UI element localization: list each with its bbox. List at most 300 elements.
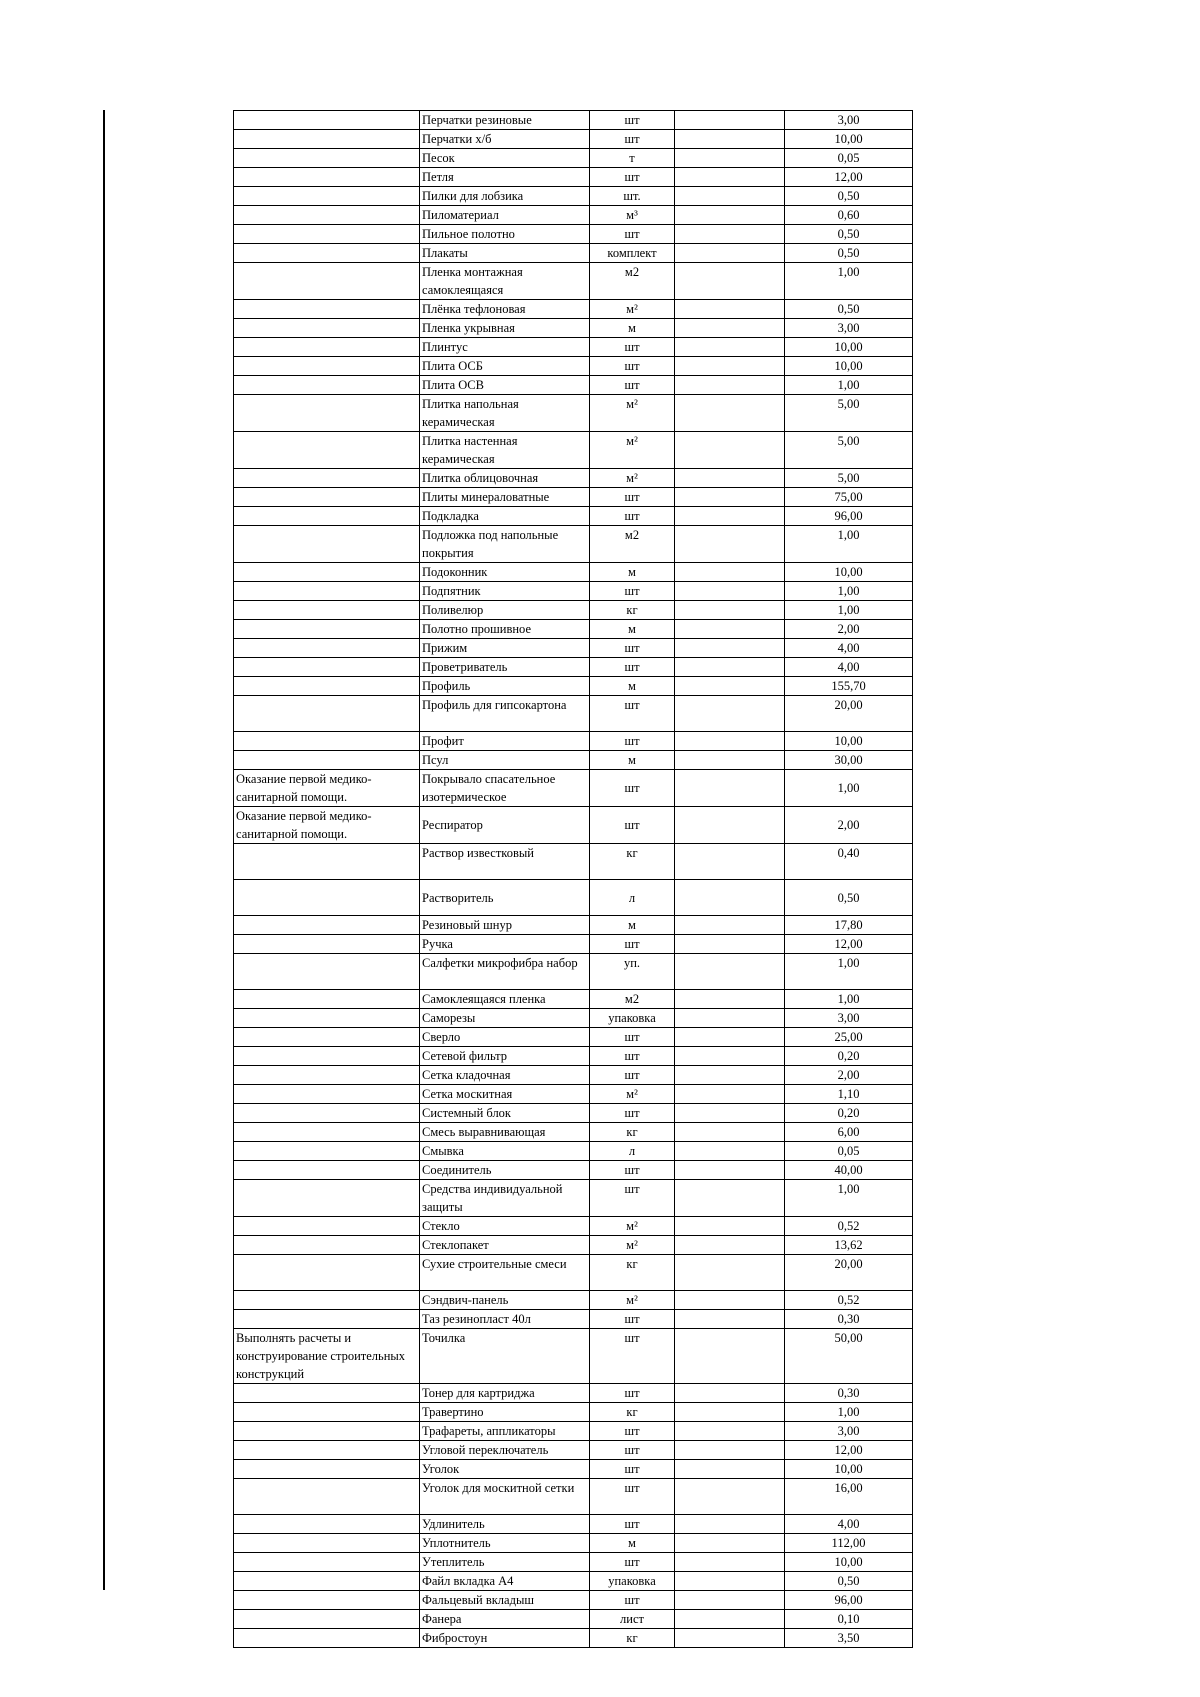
unit-cell: кг <box>590 1629 675 1648</box>
empty-cell <box>675 990 785 1009</box>
material-name-cell: Плитка напольная керамическая <box>420 395 590 432</box>
empty-cell <box>675 1553 785 1572</box>
quantity-cell: 1,10 <box>785 1085 913 1104</box>
quantity-cell: 0,50 <box>785 187 913 206</box>
section-cell <box>234 582 420 601</box>
unit-cell: кг <box>590 1123 675 1142</box>
empty-cell <box>675 526 785 563</box>
material-name-cell: Плиты минераловатные <box>420 488 590 507</box>
material-name-cell: Самоклеящаяся пленка <box>420 990 590 1009</box>
section-cell <box>234 1610 420 1629</box>
table-row <box>234 1460 913 1479</box>
empty-cell <box>675 1255 785 1291</box>
material-name-cell: Плинтус <box>420 338 590 357</box>
section-cell <box>234 168 420 187</box>
page-margin-line <box>103 110 105 1590</box>
unit-cell: шт <box>590 770 675 807</box>
unit-cell: шт <box>590 357 675 376</box>
table-row <box>234 225 913 244</box>
section-cell <box>234 319 420 338</box>
unit-cell: шт. <box>590 187 675 206</box>
material-name-cell: Подоконник <box>420 563 590 582</box>
section-cell <box>234 1009 420 1028</box>
empty-cell <box>675 658 785 677</box>
section-cell <box>234 1403 420 1422</box>
quantity-cell: 1,00 <box>785 582 913 601</box>
unit-cell: л <box>590 880 675 916</box>
material-name-cell: Фанера <box>420 1610 590 1629</box>
material-name-cell: Салфетки микрофибра набор <box>420 954 590 990</box>
quantity-cell: 3,00 <box>785 1009 913 1028</box>
section-cell <box>234 1142 420 1161</box>
empty-cell <box>675 488 785 507</box>
unit-cell: м <box>590 751 675 770</box>
table-row <box>234 990 913 1009</box>
quantity-cell: 112,00 <box>785 1534 913 1553</box>
empty-cell <box>675 1236 785 1255</box>
section-cell <box>234 1028 420 1047</box>
quantity-cell: 3,50 <box>785 1629 913 1648</box>
section-cell <box>234 732 420 751</box>
quantity-cell: 4,00 <box>785 658 913 677</box>
section-cell <box>234 432 420 469</box>
material-name-cell: Подкладка <box>420 507 590 526</box>
quantity-cell: 10,00 <box>785 357 913 376</box>
table-row <box>234 582 913 601</box>
quantity-cell: 0,30 <box>785 1310 913 1329</box>
empty-cell <box>675 1479 785 1515</box>
section-cell <box>234 130 420 149</box>
unit-cell: шт <box>590 376 675 395</box>
quantity-cell: 5,00 <box>785 395 913 432</box>
empty-cell <box>675 376 785 395</box>
table-row <box>234 563 913 582</box>
unit-cell: м² <box>590 1085 675 1104</box>
empty-cell <box>675 469 785 488</box>
unit-cell: упаковка <box>590 1009 675 1028</box>
table-row <box>234 620 913 639</box>
material-name-cell: Сетевой фильтр <box>420 1047 590 1066</box>
empty-cell <box>675 263 785 300</box>
quantity-cell: 1,00 <box>785 770 913 807</box>
table-row <box>234 1384 913 1403</box>
material-name-cell: Подложка под напольные покрытия <box>420 526 590 563</box>
material-name-cell: Прижим <box>420 639 590 658</box>
empty-cell <box>675 395 785 432</box>
table-row <box>234 1161 913 1180</box>
table-row <box>234 357 913 376</box>
quantity-cell: 30,00 <box>785 751 913 770</box>
quantity-cell: 6,00 <box>785 1123 913 1142</box>
section-cell <box>234 639 420 658</box>
quantity-cell: 0,60 <box>785 206 913 225</box>
material-name-cell: Смесь выравнивающая <box>420 1123 590 1142</box>
quantity-cell: 3,00 <box>785 111 913 130</box>
table-row <box>234 263 913 300</box>
quantity-cell: 10,00 <box>785 130 913 149</box>
quantity-cell: 5,00 <box>785 469 913 488</box>
table-row <box>234 751 913 770</box>
table-row <box>234 395 913 432</box>
table-row <box>234 1104 913 1123</box>
section-cell <box>234 601 420 620</box>
unit-cell: м² <box>590 395 675 432</box>
table-row <box>234 338 913 357</box>
empty-cell <box>675 1161 785 1180</box>
material-name-cell: Респиратор <box>420 807 590 844</box>
unit-cell: м² <box>590 1217 675 1236</box>
empty-cell <box>675 244 785 263</box>
empty-cell <box>675 319 785 338</box>
empty-cell <box>675 696 785 732</box>
section-cell <box>234 1572 420 1591</box>
material-name-cell: Пиломатериал <box>420 206 590 225</box>
material-name-cell: Перчатки резиновые <box>420 111 590 130</box>
quantity-cell: 10,00 <box>785 1553 913 1572</box>
quantity-cell: 0,05 <box>785 149 913 168</box>
empty-cell <box>675 130 785 149</box>
table-row <box>234 1441 913 1460</box>
section-cell <box>234 225 420 244</box>
unit-cell: м2 <box>590 990 675 1009</box>
quantity-cell: 50,00 <box>785 1329 913 1384</box>
unit-cell: кг <box>590 844 675 880</box>
quantity-cell: 1,00 <box>785 1403 913 1422</box>
quantity-cell: 10,00 <box>785 338 913 357</box>
empty-cell <box>675 1591 785 1610</box>
material-name-cell: Сетка кладочная <box>420 1066 590 1085</box>
section-cell <box>234 1460 420 1479</box>
unit-cell: кг <box>590 1255 675 1291</box>
empty-cell <box>675 1329 785 1384</box>
quantity-cell: 10,00 <box>785 1460 913 1479</box>
quantity-cell: 3,00 <box>785 1422 913 1441</box>
material-name-cell: Проветриватель <box>420 658 590 677</box>
table-row <box>234 1217 913 1236</box>
section-cell <box>234 1161 420 1180</box>
material-name-cell: Плакаты <box>420 244 590 263</box>
table-row <box>234 1553 913 1572</box>
section-cell <box>234 507 420 526</box>
material-name-cell: Песок <box>420 149 590 168</box>
empty-cell <box>675 1441 785 1460</box>
material-name-cell: Пленка укрывная <box>420 319 590 338</box>
empty-cell <box>675 1422 785 1441</box>
material-name-cell: Раствор известковый <box>420 844 590 880</box>
quantity-cell: 155,70 <box>785 677 913 696</box>
quantity-cell: 0,50 <box>785 225 913 244</box>
unit-cell: м² <box>590 300 675 319</box>
material-name-cell: Пилки для лобзика <box>420 187 590 206</box>
table-row <box>234 1028 913 1047</box>
empty-cell <box>675 807 785 844</box>
section-cell <box>234 620 420 639</box>
section-cell <box>234 1180 420 1217</box>
quantity-cell: 20,00 <box>785 1255 913 1291</box>
empty-cell <box>675 916 785 935</box>
section-cell <box>234 658 420 677</box>
material-name-cell: Профиль для гипсокартона <box>420 696 590 732</box>
material-name-cell: Сверло <box>420 1028 590 1047</box>
table-row <box>234 130 913 149</box>
table-row <box>234 149 913 168</box>
empty-cell <box>675 1460 785 1479</box>
material-name-cell: Саморезы <box>420 1009 590 1028</box>
quantity-cell: 5,00 <box>785 432 913 469</box>
section-cell <box>234 206 420 225</box>
quantity-cell: 0,50 <box>785 244 913 263</box>
quantity-cell: 1,00 <box>785 954 913 990</box>
table-row <box>234 1479 913 1515</box>
unit-cell: упаковка <box>590 1572 675 1591</box>
table-row <box>234 111 913 130</box>
unit-cell: шт <box>590 1515 675 1534</box>
material-name-cell: Плитка облицовочная <box>420 469 590 488</box>
unit-cell: шт <box>590 1384 675 1403</box>
empty-cell <box>675 844 785 880</box>
empty-cell <box>675 1104 785 1123</box>
section-cell <box>234 1479 420 1515</box>
quantity-cell: 0,52 <box>785 1217 913 1236</box>
unit-cell: шт <box>590 639 675 658</box>
table-row <box>234 168 913 187</box>
section-cell <box>234 1217 420 1236</box>
material-name-cell: Профиль <box>420 677 590 696</box>
table-row <box>234 488 913 507</box>
empty-cell <box>675 1384 785 1403</box>
table-row <box>234 1009 913 1028</box>
section-cell <box>234 1066 420 1085</box>
unit-cell: шт <box>590 807 675 844</box>
unit-cell: шт <box>590 1310 675 1329</box>
section-cell <box>234 990 420 1009</box>
section-cell <box>234 1629 420 1648</box>
material-name-cell: Петля <box>420 168 590 187</box>
empty-cell <box>675 1066 785 1085</box>
empty-cell <box>675 1085 785 1104</box>
table-row <box>234 469 913 488</box>
quantity-cell: 20,00 <box>785 696 913 732</box>
table-row <box>234 696 913 732</box>
table-row <box>234 319 913 338</box>
table-row <box>234 770 913 807</box>
quantity-cell: 1,00 <box>785 263 913 300</box>
empty-cell <box>675 357 785 376</box>
material-name-cell: Таз резинопласт 40л <box>420 1310 590 1329</box>
table-row <box>234 1066 913 1085</box>
material-name-cell: Растворитель <box>420 880 590 916</box>
table-row <box>234 1629 913 1648</box>
unit-cell: шт <box>590 1329 675 1384</box>
material-name-cell: Трафареты, аппликаторы <box>420 1422 590 1441</box>
material-name-cell: Файл вкладка А4 <box>420 1572 590 1591</box>
section-cell <box>234 376 420 395</box>
material-name-cell: Сэндвич-панель <box>420 1291 590 1310</box>
empty-cell <box>675 1180 785 1217</box>
table-row <box>234 507 913 526</box>
quantity-cell: 12,00 <box>785 935 913 954</box>
section-cell <box>234 1422 420 1441</box>
unit-cell: шт <box>590 225 675 244</box>
section-cell <box>234 677 420 696</box>
material-name-cell: Пленка монтажная самоклеящаяся <box>420 263 590 300</box>
quantity-cell: 0,05 <box>785 1142 913 1161</box>
table-row <box>234 1123 913 1142</box>
unit-cell: шт <box>590 1422 675 1441</box>
section-cell: Оказание первой медико-санитарной помощи. <box>234 770 420 807</box>
section-cell <box>234 696 420 732</box>
quantity-cell: 1,00 <box>785 990 913 1009</box>
section-cell <box>234 1291 420 1310</box>
material-name-cell: Соединитель <box>420 1161 590 1180</box>
material-name-cell: Поливелюр <box>420 601 590 620</box>
empty-cell <box>675 1291 785 1310</box>
unit-cell: л <box>590 1142 675 1161</box>
quantity-cell: 1,00 <box>785 376 913 395</box>
material-name-cell: Плитка настенная керамическая <box>420 432 590 469</box>
empty-cell <box>675 1009 785 1028</box>
material-name-cell: Полотно прошивное <box>420 620 590 639</box>
quantity-cell: 96,00 <box>785 1591 913 1610</box>
table-row <box>234 601 913 620</box>
table-row <box>234 1610 913 1629</box>
section-cell <box>234 1310 420 1329</box>
material-name-cell: Подпятник <box>420 582 590 601</box>
section-cell <box>234 1104 420 1123</box>
unit-cell: м² <box>590 432 675 469</box>
empty-cell <box>675 563 785 582</box>
unit-cell: шт <box>590 1047 675 1066</box>
material-name-cell: Стеклопакет <box>420 1236 590 1255</box>
section-cell <box>234 1255 420 1291</box>
table-row <box>234 677 913 696</box>
empty-cell <box>675 677 785 696</box>
table-row <box>234 1403 913 1422</box>
unit-cell: шт <box>590 338 675 357</box>
empty-cell <box>675 338 785 357</box>
materials-table <box>233 110 913 1648</box>
quantity-cell: 2,00 <box>785 1066 913 1085</box>
unit-cell: шт <box>590 1591 675 1610</box>
table-row <box>234 1534 913 1553</box>
quantity-cell: 10,00 <box>785 563 913 582</box>
quantity-cell: 75,00 <box>785 488 913 507</box>
unit-cell: шт <box>590 1104 675 1123</box>
material-name-cell: Фальцевый вкладыш <box>420 1591 590 1610</box>
unit-cell: шт <box>590 1441 675 1460</box>
material-name-cell: Смывка <box>420 1142 590 1161</box>
table-row <box>234 526 913 563</box>
unit-cell: м <box>590 319 675 338</box>
quantity-cell: 4,00 <box>785 1515 913 1534</box>
unit-cell: комплект <box>590 244 675 263</box>
material-name-cell: Плита OCB <box>420 376 590 395</box>
table-row <box>234 206 913 225</box>
table-row <box>234 807 913 844</box>
unit-cell: м2 <box>590 263 675 300</box>
table-row <box>234 954 913 990</box>
empty-cell <box>675 432 785 469</box>
section-cell <box>234 244 420 263</box>
empty-cell <box>675 880 785 916</box>
empty-cell <box>675 1515 785 1534</box>
empty-cell <box>675 1217 785 1236</box>
unit-cell: м <box>590 916 675 935</box>
table-row <box>234 244 913 263</box>
material-name-cell: Удлинитель <box>420 1515 590 1534</box>
material-name-cell: Уголок для москитной сетки <box>420 1479 590 1515</box>
quantity-cell: 16,00 <box>785 1479 913 1515</box>
empty-cell <box>675 1028 785 1047</box>
material-name-cell: Покрывало спасательное изотермическое <box>420 770 590 807</box>
table-row <box>234 1142 913 1161</box>
quantity-cell: 12,00 <box>785 1441 913 1460</box>
quantity-cell: 0,50 <box>785 300 913 319</box>
table-row <box>234 639 913 658</box>
material-name-cell: Системный блок <box>420 1104 590 1123</box>
empty-cell <box>675 751 785 770</box>
unit-cell: шт <box>590 488 675 507</box>
material-name-cell: Стекло <box>420 1217 590 1236</box>
section-cell <box>234 111 420 130</box>
material-name-cell: Травертино <box>420 1403 590 1422</box>
materials-table-body <box>234 111 913 1648</box>
section-cell <box>234 395 420 432</box>
quantity-cell: 1,00 <box>785 526 913 563</box>
empty-cell <box>675 732 785 751</box>
unit-cell: т <box>590 149 675 168</box>
quantity-cell: 0,10 <box>785 1610 913 1629</box>
quantity-cell: 4,00 <box>785 639 913 658</box>
unit-cell: шт <box>590 1066 675 1085</box>
table-row <box>234 1085 913 1104</box>
empty-cell <box>675 935 785 954</box>
empty-cell <box>675 1610 785 1629</box>
unit-cell: кг <box>590 1403 675 1422</box>
table-row <box>234 658 913 677</box>
unit-cell: м2 <box>590 526 675 563</box>
material-name-cell: Сетка москитная <box>420 1085 590 1104</box>
section-cell <box>234 338 420 357</box>
unit-cell: лист <box>590 1610 675 1629</box>
unit-cell: м² <box>590 1291 675 1310</box>
empty-cell <box>675 187 785 206</box>
section-cell <box>234 1441 420 1460</box>
unit-cell: шт <box>590 658 675 677</box>
section-cell <box>234 954 420 990</box>
table-row <box>234 1047 913 1066</box>
table-row <box>234 1572 913 1591</box>
quantity-cell: 2,00 <box>785 807 913 844</box>
quantity-cell: 12,00 <box>785 168 913 187</box>
table-row <box>234 1291 913 1310</box>
empty-cell <box>675 770 785 807</box>
material-name-cell: Ручка <box>420 935 590 954</box>
section-cell <box>234 357 420 376</box>
unit-cell: шт <box>590 1028 675 1047</box>
empty-cell <box>675 300 785 319</box>
section-cell <box>234 1591 420 1610</box>
table-row <box>234 916 913 935</box>
section-cell <box>234 488 420 507</box>
empty-cell <box>675 168 785 187</box>
empty-cell <box>675 1534 785 1553</box>
quantity-cell: 2,00 <box>785 620 913 639</box>
table-row <box>234 432 913 469</box>
unit-cell: шт <box>590 1479 675 1515</box>
unit-cell: шт <box>590 1553 675 1572</box>
section-cell <box>234 1384 420 1403</box>
